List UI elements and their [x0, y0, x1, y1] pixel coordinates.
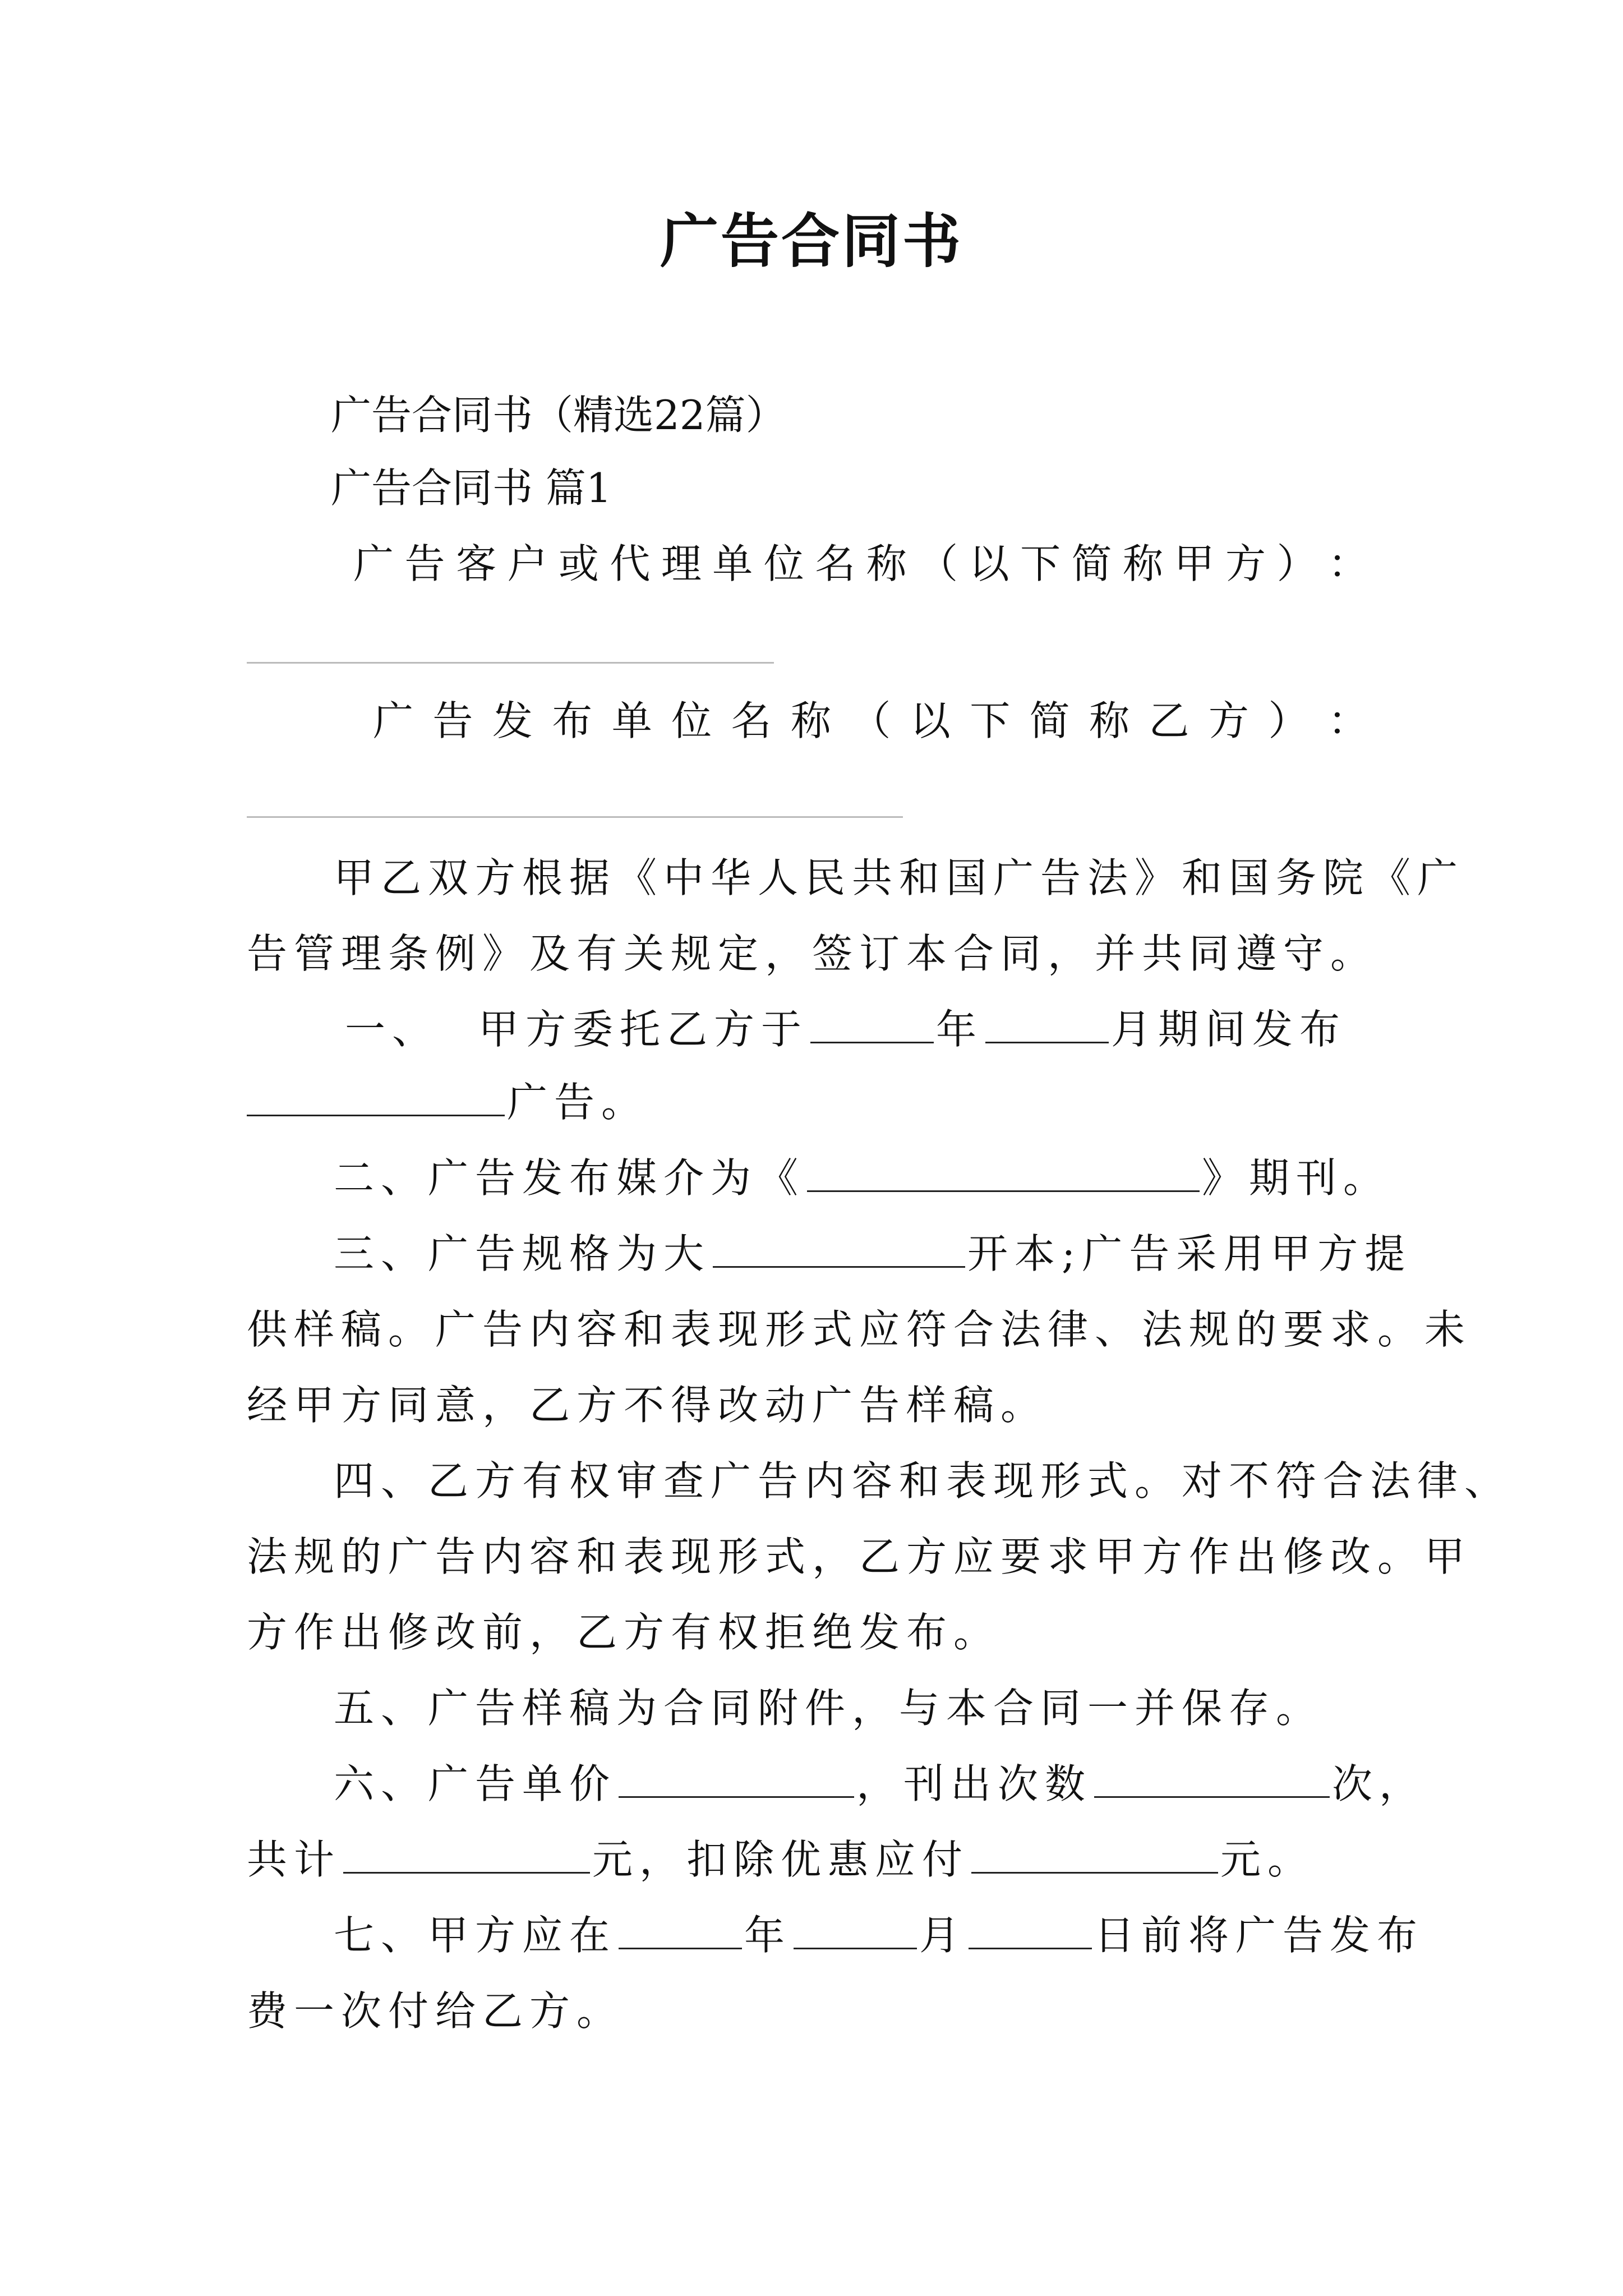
clause-3-size-blank	[713, 1230, 965, 1268]
clause-2-media-blank	[807, 1154, 1200, 1192]
clause-1-year-blank	[810, 1006, 934, 1043]
clause-7-day-blank	[969, 1912, 1092, 1949]
clause-1-tail: 广告。	[507, 1079, 649, 1126]
party-b-blank	[247, 816, 903, 818]
clause-3-suffix: 开本;广告采用甲方提	[967, 1230, 1412, 1277]
clause-6-line2-suffix: 元。	[1220, 1836, 1315, 1883]
party-a-char: 方	[1225, 540, 1266, 587]
document-title: 广告合同书	[660, 207, 963, 275]
clause-2-prefix: 二、广告发布媒介为《	[334, 1154, 805, 1202]
party-b-char: ：	[1327, 697, 1368, 744]
party-a-char: 或	[558, 540, 599, 587]
clause-6-line-1	[334, 1756, 1426, 1812]
party-a-char: 广	[353, 540, 394, 587]
party-a-char: ：	[1327, 540, 1368, 587]
clause-6-prefix: 六、广告单价	[334, 1760, 617, 1807]
party-a-char: 户	[507, 540, 548, 587]
clause-1-month-blank	[985, 1006, 1109, 1043]
party-a-char: ）	[1276, 540, 1317, 587]
party-a-char: （	[917, 540, 958, 587]
clause-1-part3: 月期间发布	[1111, 1006, 1347, 1053]
party-a-char: 理	[661, 540, 702, 587]
document-subtitle: 广告合同书（精选22篇）	[331, 392, 786, 439]
clause-1-line-1	[345, 1001, 1347, 1057]
clause-6-price-blank	[619, 1760, 854, 1798]
clause-7-prefix: 七、甲方应在	[334, 1912, 617, 1959]
party-b-char: 乙	[1149, 697, 1189, 744]
clause-6-line2-prefix: 共计	[247, 1836, 342, 1883]
clause-1-prefix: 一、	[345, 1006, 440, 1053]
clause-1-part2: 年	[936, 1006, 984, 1053]
clause-6-count-blank	[1094, 1760, 1330, 1798]
clause-6-suffix: 次，	[1332, 1760, 1427, 1807]
party-b-char: 方	[1208, 697, 1249, 744]
party-b-char: 名	[731, 697, 772, 744]
party-a-char: 单	[712, 540, 753, 587]
chapter-heading: 广告合同书 篇1	[331, 464, 612, 512]
clause-1-ad-blank	[247, 1079, 505, 1116]
clause-3-line-3: 经甲方同意，乙方不得改动广告样稿。	[247, 1382, 1048, 1429]
party-a-blank	[247, 662, 774, 664]
party-a-char: 名	[815, 540, 856, 587]
clause-3-prefix: 三、广告规格为大	[334, 1230, 711, 1277]
clause-6-mid: ，刊出次数	[856, 1760, 1092, 1807]
clause-6-line2-mid: 元，扣除优惠应付	[592, 1836, 970, 1883]
clause-4-line-3: 方作出修改前，乙方有权拒绝发布。	[247, 1609, 1001, 1656]
party-b-char: 位	[671, 697, 712, 744]
clause-7-suffix: 日前将广告发布	[1094, 1912, 1424, 1959]
clause-7-line-2: 费一次付给乙方。	[247, 1987, 624, 2035]
party-b-char: 称	[790, 697, 831, 744]
party-a-char: 以	[969, 540, 1009, 587]
party-b-char: 发	[492, 697, 533, 744]
party-a-char: 告	[404, 540, 445, 587]
clause-7-month-blank	[794, 1912, 917, 1949]
clause-4-line-2: 法规的广告内容和表现形式，乙方应要求甲方作出修改。甲	[247, 1533, 1472, 1580]
party-a-char: 位	[763, 540, 804, 587]
clause-1-line-2	[247, 1074, 648, 1130]
clause-2	[334, 1150, 1390, 1206]
clause-1-part1: 甲方委托乙方于	[478, 1006, 809, 1053]
clause-2-suffix: 》期刊。	[1202, 1154, 1391, 1202]
clause-3-line-1	[334, 1226, 1412, 1282]
party-b-char: 以	[910, 697, 951, 744]
party-b-char: 简	[1029, 697, 1070, 744]
clause-4-line-1: 四、乙方有权审查广告内容和表现形式。对不符合法律、	[334, 1457, 1512, 1504]
party-a-char: 代	[610, 540, 651, 587]
party-b-label	[373, 693, 1368, 749]
clause-3-line-2: 供样稿。广告内容和表现形式应符合法律、法规的要求。未	[247, 1306, 1472, 1353]
intro-line-1: 甲乙双方根据《中华人民共和国广告法》和国务院《广	[334, 854, 1465, 901]
clause-7-month: 月	[919, 1912, 967, 1959]
party-b-char: 告	[432, 697, 473, 744]
party-b-char: ）	[1268, 697, 1309, 744]
party-b-char: （	[850, 697, 891, 744]
clause-7-year: 年	[744, 1912, 792, 1959]
party-b-char: 称	[1089, 697, 1130, 744]
party-a-char: 称	[866, 540, 907, 587]
party-a-char: 甲	[1174, 540, 1215, 587]
clause-7-year-blank	[619, 1912, 742, 1949]
party-a-char: 简	[1071, 540, 1112, 587]
clause-6-line-2	[247, 1832, 1315, 1888]
party-a-char: 称	[1123, 540, 1164, 587]
party-b-char: 广	[373, 697, 414, 744]
party-b-char: 下	[970, 697, 1011, 744]
clause-7-line-1	[334, 1907, 1424, 1963]
party-a-label	[353, 536, 1368, 592]
party-b-char: 布	[552, 697, 593, 744]
clause-5: 五、广告样稿为合同附件，与本合同一并保存。	[334, 1685, 1324, 1732]
party-a-char: 下	[1020, 540, 1061, 587]
clause-6-total-blank	[343, 1836, 590, 1874]
party-a-char: 客	[455, 540, 496, 587]
party-b-char: 单	[611, 697, 652, 744]
intro-line-2: 告管理条例》及有关规定，签订本合同，并共同遵守。	[247, 930, 1378, 977]
clause-6-payable-blank	[971, 1836, 1218, 1874]
